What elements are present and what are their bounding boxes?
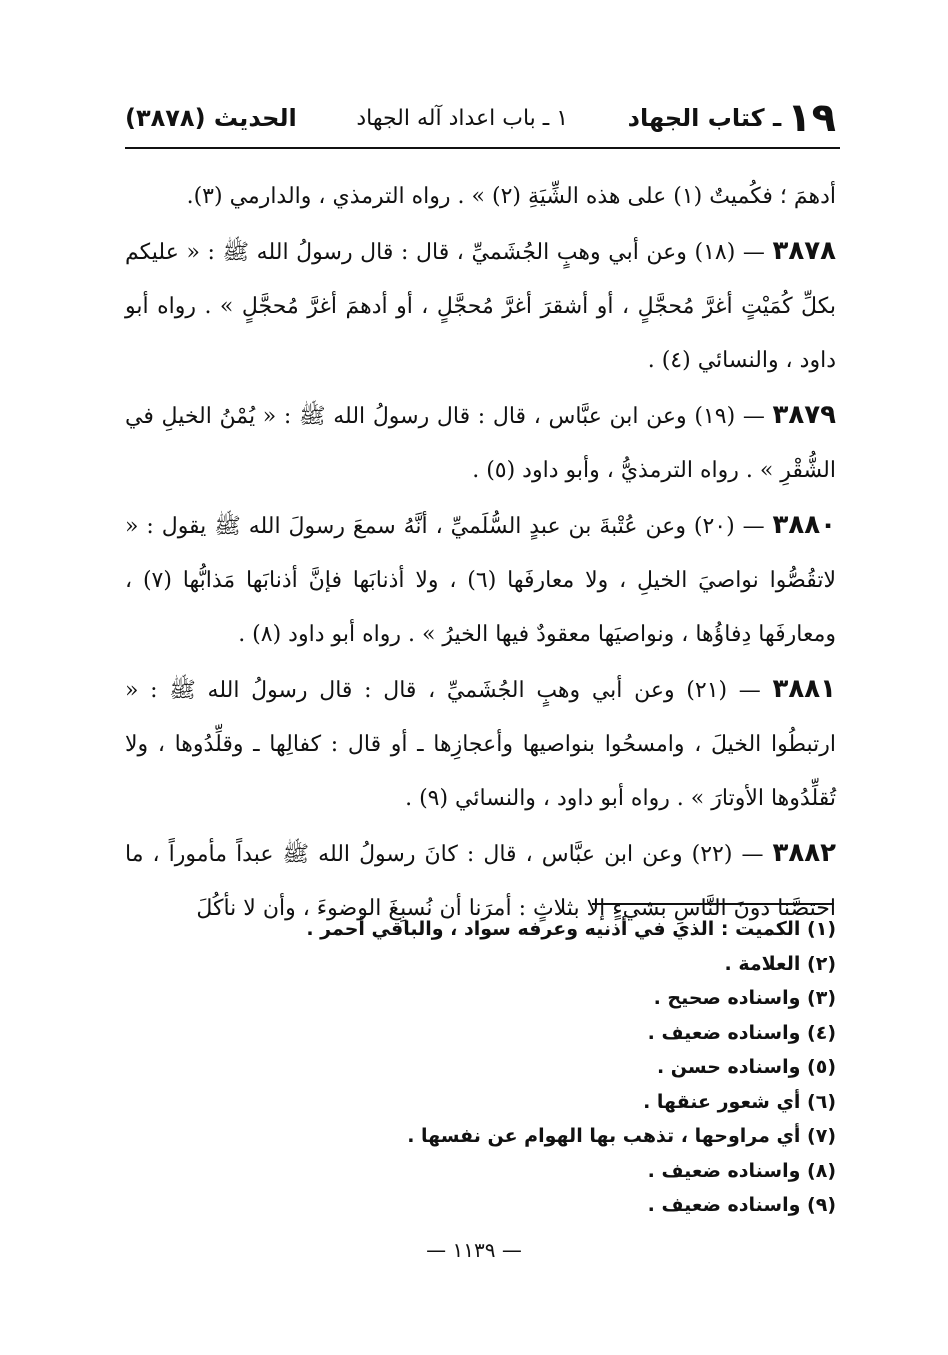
page-number: — ١١٣٩ — xyxy=(426,1238,522,1262)
main-text xyxy=(125,170,836,936)
header-rule xyxy=(125,147,840,149)
footnotes xyxy=(125,912,836,1223)
footnote: (٤) واسناده ضعيف . xyxy=(647,1021,836,1044)
footnote: (٣) واسناده صحيح . xyxy=(653,987,836,1009)
hadith-paragraph xyxy=(125,498,836,662)
hadith-paragraph xyxy=(125,388,836,498)
hadith-reference: الحديث (٣٨٧٨) xyxy=(125,104,297,132)
hadith-text: — (١٩) وعن ابن عبَّاس ، قال : قال رسولُ الله ﷺ : « يُمْنُ الخيلِ في الشُّقْرِ » . رواه الترمذيُّ ، وأبو داود (٥) . xyxy=(125,404,836,483)
footnote: (٥) واسناده حسن . xyxy=(656,1056,836,1078)
hadith-paragraph xyxy=(125,224,836,388)
footnote: (٦) أي شعور عنقها . xyxy=(643,1090,836,1113)
hadith-text: — (٢٠) وعن عُتْبةَ بن عبدٍ السُّلَميِّ ، أنَّهُ سمعَ رسولَ الله ﷺ يقول : « لاتقُصُّوا نواصيَ الخيلِ ، ولا معارفَها (٦) ، ولا أذنابَها فإنَّ أذنابَها مَذابُّها (٧) ، ومعارفَها دِفاؤُها ، ونواصيَها معقودٌ فيها الخيرُ » . رواه أبو داود (٨) . xyxy=(125,514,836,647)
hadith-number: ٣٨٧٨ xyxy=(772,236,837,266)
book-heading xyxy=(627,95,836,141)
hadith-number: ٣٨٨٢ xyxy=(772,838,837,868)
footnote: (٩) واسناده ضعيف . xyxy=(647,1194,836,1216)
hadith-text: — (٢١) وعن أبي وهبٍ الجُشَميِّ ، قال : قال رسولُ الله ﷺ : « ارتبطُوا الخيلَ ، وامسحُوا بنواصيها وأعجازِها ـ أو قال : كفالِها ـ وقلِّدُوها ، ولا تُقلِّدُوها الأوتارَ » . رواه أبو داود ، والنسائي (٩) . xyxy=(125,678,836,811)
hadith-number: ٣٨٨٠ xyxy=(772,510,837,540)
running-header xyxy=(125,92,836,144)
footnote: (٨) واسناده ضعيف . xyxy=(647,1159,836,1182)
footnote: (٧) أي مراوحها ، تذهب بها الهوام عن نفسها . xyxy=(407,1125,836,1147)
continuation-paragraph: أدهمَ ؛ فكُميتٌ (١) على هذه الشِّيَةِ (٢) » . رواه الترمذي ، والدارمي (٣). xyxy=(186,184,836,209)
footnote-rule xyxy=(592,903,834,905)
hadith-number: ٣٨٧٩ xyxy=(772,400,837,430)
footnote: (٢) العلامة . xyxy=(724,952,836,975)
book-number: ١٩ xyxy=(787,95,836,141)
hadith-text: — (٢٢) وعن ابن عبَّاس ، قال : كانَ رسولُ الله ﷺ عبداً مأموراً ، ما اختصَّنا دونَ النَّاسِ بشيءٍ إلا بثلاثٍ : أمرَنا أن نُسبِغَ الوضوءَ ، وأن لا نأكُلَ xyxy=(125,842,836,921)
footnote: (١) الكميت : الذي في أذنيه وعرفه سواد ، والباقي أحمر . xyxy=(306,918,836,940)
book-title: ـ كتاب الجهاد xyxy=(627,104,782,132)
hadith-paragraph xyxy=(125,662,836,826)
hadith-number: ٣٨٨١ xyxy=(772,674,836,704)
hadith-text: — (١٨) وعن أبي وهبٍ الجُشَميِّ ، قال : قال رسولُ الله ﷺ : « عليكم بكلِّ كُمَيْتٍ أغرَّ مُحجَّلٍ ، أو أشقرَ أغرَّ مُحجَّلٍ ، أو أدهمَ أغرَّ مُحجَّلٍ » . رواه أبو داود ، والنسائي (٤) . xyxy=(125,240,836,373)
chapter-title: ١ ـ باب اعداد آله الجهاد xyxy=(356,105,569,131)
